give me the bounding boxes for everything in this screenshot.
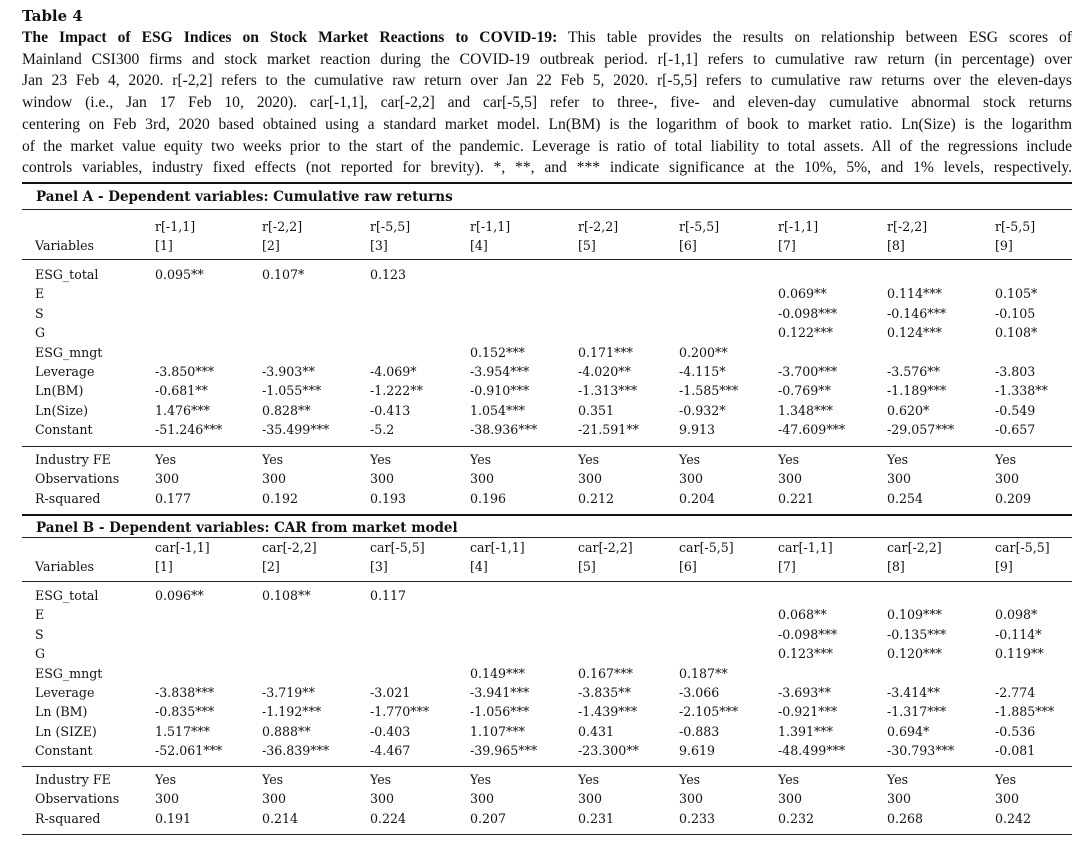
footer-cell: 300 [470,471,495,487]
variables-label: Variables [35,559,95,574]
row-label: Observations [35,791,120,807]
column-number: [6] [679,559,697,574]
coefficient-cell: -0.105 [995,305,1036,321]
footer-cell: Yes [262,452,284,467]
footer-cell: Yes [155,772,177,787]
column-header: r[-1,1] [155,219,196,234]
coefficient-cell: 0.152*** [470,344,525,360]
coefficient-cell: 0.117 [370,588,407,603]
footer-cell: 0.221 [778,490,815,506]
coefficient-cell: -0.146*** [887,305,947,321]
coefficient-cell: 0.119** [995,646,1044,662]
coefficient-cell: -0.114* [995,626,1042,642]
coefficient-cell: -29.057*** [887,422,955,438]
coefficient-cell: 0.107* [262,267,305,282]
caption-line: Mainland CSI300 firms and stock market reaction during the COVID-19 outbreak period. r[-1,1] refers to cumulative raw return (in percentage) over [22,50,1072,68]
coefficient-cell: -0.932* [679,402,726,418]
panel-bottom-rule [22,834,1072,835]
coefficient-cell: -0.098*** [778,305,838,321]
coefficient-cell: -3.693** [778,685,831,700]
footer-cell: Yes [578,772,600,787]
coefficient-cell: -0.135*** [887,626,947,642]
column-number: [4] [470,559,488,574]
table-caption [22,27,1072,179]
caption-line: window (i.e., Jan 17 Feb 10, 2020). car[-1,1], car[-2,2] and car[-5,5] refer to three-, five- and eleven-day cumulative abnormal stock returns [22,94,1072,112]
footer-cell: 300 [262,471,287,487]
column-header: r[-5,5] [679,219,720,234]
coefficient-cell: 0.068** [778,607,827,623]
coefficient-cell: -0.681** [155,383,208,399]
coefficient-cell: 1.348*** [778,402,833,418]
column-number: [5] [578,559,596,574]
coefficient-cell: -2.774 [995,685,1036,700]
column-header: r[-5,5] [995,219,1036,234]
footer-cell: Yes [370,772,392,787]
row-label: G [35,646,46,662]
caption-line [22,27,1072,49]
column-header: r[-2,2] [578,219,619,234]
footer-rule [22,446,1072,447]
coefficient-cell: -1.189*** [887,383,947,399]
column-header: car[-2,2] [262,540,317,555]
coefficient-cell: -1.317*** [887,704,947,720]
footer-cell: Yes [995,772,1017,787]
coefficient-cell: -1.585*** [679,383,739,399]
coefficient-cell: -0.769** [778,383,831,399]
footer-cell: 0.233 [679,810,716,826]
footer-cell: Yes [578,452,600,467]
coefficient-cell: 0.888** [262,723,311,739]
column-header: r[-1,1] [470,219,511,234]
coefficient-cell: -3.576** [887,364,940,379]
coefficient-cell: -1.885*** [995,704,1055,720]
coefficient-cell: -1.770*** [370,704,430,720]
footer-cell: 0.207 [470,810,507,826]
coefficient-cell: 0.108** [262,588,311,603]
row-label: Industry FE [35,452,111,467]
footer-cell: Yes [778,452,800,467]
coefficient-cell: -0.081 [995,743,1036,759]
footer-cell: Yes [370,452,392,467]
row-label: Ln(BM) [35,383,84,399]
coefficient-cell: -35.499*** [262,422,330,438]
row-label: ESG_mngt [35,665,103,681]
column-number: [9] [995,559,1013,574]
column-header: r[-2,2] [262,219,303,234]
coefficient-cell: 1.391*** [778,723,833,739]
footer-cell: 300 [578,791,603,807]
coefficient-cell: -0.657 [995,422,1036,438]
coefficient-cell: 0.108* [995,325,1038,341]
column-number: [9] [995,238,1013,253]
footer-cell: 300 [470,791,495,807]
footer-cell: 0.193 [370,490,407,506]
panel-title-rule [22,537,1072,538]
panel-title: Panel A - Dependent variables: Cumulative raw returns [36,189,453,205]
coefficient-cell: 0.095** [155,267,204,282]
coefficient-cell: -1.313*** [578,383,638,399]
footer-cell: 0.192 [262,490,299,506]
footer-cell: Yes [887,452,909,467]
coefficient-cell: -0.910*** [470,383,530,399]
coefficient-cell: -52.061*** [155,743,223,759]
header-rule [22,581,1072,582]
coefficient-cell: -1.056*** [470,704,530,720]
footer-cell: Yes [155,452,177,467]
coefficient-cell: -0.835*** [155,704,215,720]
footer-rule [22,766,1072,767]
column-number: [6] [679,238,697,253]
coefficient-cell: -3.803 [995,364,1036,379]
footer-cell: Yes [995,452,1017,467]
coefficient-cell: -5.2 [370,422,395,438]
column-header: car[-5,5] [995,540,1050,555]
column-header: car[-1,1] [778,540,833,555]
column-header: car[-1,1] [470,540,525,555]
coefficient-cell: 1.476*** [155,402,210,418]
row-label: R-squared [35,490,101,506]
row-label: Ln (SIZE) [35,723,97,739]
coefficient-cell: 0.351 [578,402,615,418]
row-label: Observations [35,471,120,487]
footer-cell: 0.242 [995,810,1032,826]
coefficient-cell: 0.200** [679,344,728,360]
coefficient-cell: 0.109*** [887,607,942,623]
coefficient-cell: 0.096** [155,588,204,603]
column-number: [1] [155,559,173,574]
footer-cell: 0.214 [262,810,299,826]
coefficient-cell: -1.055*** [262,383,322,399]
coefficient-cell: 0.123*** [778,646,833,662]
column-header: car[-5,5] [679,540,734,555]
coefficient-cell: -0.921*** [778,704,838,720]
coefficient-cell: -51.246*** [155,422,223,438]
row-label: Constant [35,422,93,438]
coefficient-cell: -0.098*** [778,626,838,642]
coefficient-cell: 0.620* [887,402,930,418]
coefficient-cell: 0.124*** [887,325,942,341]
coefficient-cell: 0.167*** [578,665,633,681]
row-label: ESG_total [35,267,99,282]
coefficient-cell: 0.123 [370,267,407,282]
footer-cell: Yes [262,772,284,787]
footer-cell: 300 [679,791,704,807]
coefficient-cell: 0.828** [262,402,311,418]
row-label: Industry FE [35,772,111,787]
coefficient-cell: 1.107*** [470,723,525,739]
panel-top-rule [22,514,1072,516]
coefficient-cell: -39.965*** [470,743,538,759]
coefficient-cell: -3.835** [578,685,631,700]
coefficient-cell: -36.839*** [262,743,330,759]
caption-line: of the market value equity two weeks prior to the start of the pandemic. Leverage is ratio of total liability to total assets. All of the regressions include [22,137,1072,155]
panel-title: Panel B - Dependent variables: CAR from market model [36,520,458,536]
row-label: S [35,305,44,321]
footer-cell: Yes [887,772,909,787]
coefficient-cell: 1.517*** [155,723,210,739]
coefficient-cell: -0.413 [370,402,411,418]
table-label: Table 4 [22,7,83,25]
coefficient-cell: -3.954*** [470,364,530,379]
coefficient-cell: -3.838*** [155,685,215,700]
column-header: car[-2,2] [578,540,633,555]
column-number: [1] [155,238,173,253]
footer-cell: Yes [679,452,701,467]
footer-cell: 300 [370,791,395,807]
coefficient-cell: -4.467 [370,743,411,759]
footer-cell: 0.231 [578,810,615,826]
footer-cell: 0.232 [778,810,815,826]
footer-cell: 300 [995,791,1020,807]
coefficient-cell: 0.122*** [778,325,833,341]
coefficient-cell: -3.414** [887,685,940,700]
coefficient-cell: -4.115* [679,364,726,379]
coefficient-cell: -2.105*** [679,704,739,720]
column-number: [3] [370,559,388,574]
row-label: Ln(Size) [35,402,89,418]
footer-cell: Yes [778,772,800,787]
coefficient-cell: 0.069** [778,286,827,302]
footer-cell: 0.196 [470,490,507,506]
row-label: ESG_mngt [35,344,103,360]
coefficient-cell: -0.883 [679,723,720,739]
coefficient-cell: -1.222** [370,383,423,399]
coefficient-cell: -30.793*** [887,743,955,759]
coefficient-cell: 0.120*** [887,646,942,662]
caption-line: Jan 23 Feb 4, 2020. r[-2,2] refers to the cumulative raw return over Jan 22 Feb 5, 2020. r[-5,5] refers to cumulative raw returns over the eleven-days [22,72,1072,90]
coefficient-cell: 0.171*** [578,344,633,360]
column-number: [2] [262,238,280,253]
footer-cell: 300 [262,791,287,807]
footer-cell: 300 [887,791,912,807]
row-label: E [35,607,45,623]
coefficient-cell: 9.913 [679,422,716,438]
footer-cell: 300 [778,791,803,807]
row-label: E [35,286,45,302]
caption-line: centering on Feb 3rd, 2020 based obtained using a standard market model. Ln(BM) is the logarithm of book to market ratio. Ln(Size) is the logarithm [22,115,1072,133]
row-label: G [35,325,46,341]
column-header: car[-5,5] [370,540,425,555]
row-label: ESG_total [35,588,99,603]
coefficient-cell: 9.619 [679,743,716,759]
row-label: Leverage [35,364,95,379]
footer-cell: 300 [778,471,803,487]
coefficient-cell: -4.020** [578,364,631,379]
coefficient-cell: -48.499*** [778,743,846,759]
column-header: car[-1,1] [155,540,210,555]
coefficient-cell: -21.591** [578,422,639,438]
coefficient-cell: -3.903** [262,364,315,379]
column-number: [5] [578,238,596,253]
column-number: [3] [370,238,388,253]
footer-cell: 0.224 [370,810,407,826]
footer-cell: 300 [370,471,395,487]
footer-cell: 300 [155,791,180,807]
coefficient-cell: -0.536 [995,723,1036,739]
coefficient-cell: -0.549 [995,402,1036,418]
footer-cell: 300 [887,471,912,487]
row-label: S [35,626,44,642]
coefficient-cell: -4.069* [370,364,417,379]
column-header: r[-5,5] [370,219,411,234]
footer-cell: 0.204 [679,490,716,506]
column-number: [2] [262,559,280,574]
row-label: Constant [35,743,93,759]
coefficient-cell: -3.941*** [470,685,530,700]
caption-line: controls variables, industry fixed effects (not reported for brevity). *, **, and *** indicate significance at the 10%, 5%, and 1% levels, respectively. [22,159,1072,177]
caption-text: This table provides the results on relationship between ESG scores of [557,29,1072,46]
coefficient-cell: 0.149*** [470,665,525,681]
coefficient-cell: 0.431 [578,723,615,739]
coefficient-cell: 0.114*** [887,286,942,302]
footer-cell: 300 [679,471,704,487]
footer-cell: 300 [995,471,1020,487]
footer-cell: Yes [470,452,492,467]
panel-top-rule [22,182,1072,184]
column-number: [8] [887,559,905,574]
panel-title-rule [22,209,1072,210]
footer-cell: 0.209 [995,490,1032,506]
footer-cell: 0.212 [578,490,615,506]
row-label: Leverage [35,685,95,700]
column-number: [8] [887,238,905,253]
coefficient-cell: -3.021 [370,685,411,700]
coefficient-cell: 0.187** [679,665,728,681]
row-label: Ln (BM) [35,704,88,720]
coefficient-cell: -1.439*** [578,704,638,720]
header-rule [22,259,1072,260]
coefficient-cell: -3.700*** [778,364,838,379]
caption-title: The Impact of ESG Indices on Stock Market Reactions to COVID-19: [22,29,558,46]
coefficient-cell: 0.098* [995,607,1038,623]
footer-cell: 300 [155,471,180,487]
coefficient-cell: -1.338** [995,383,1048,399]
coefficient-cell: -23.300** [578,743,639,759]
coefficient-cell: -3.719** [262,685,315,700]
footer-cell: Yes [679,772,701,787]
coefficient-cell: -3.850*** [155,364,215,379]
footer-cell: 300 [578,471,603,487]
footer-cell: 0.177 [155,490,192,506]
column-number: [7] [778,559,796,574]
footer-cell: 0.191 [155,810,192,826]
footer-cell: 0.254 [887,490,924,506]
column-header: car[-2,2] [887,540,942,555]
variables-label: Variables [35,238,95,253]
coefficient-cell: -3.066 [679,685,720,700]
coefficient-cell: 1.054*** [470,402,525,418]
coefficient-cell: -1.192*** [262,704,322,720]
coefficient-cell: 0.105* [995,286,1038,302]
coefficient-cell: -38.936*** [470,422,538,438]
coefficient-cell: -0.403 [370,723,411,739]
coefficient-cell: -47.609*** [778,422,846,438]
coefficient-cell: 0.694* [887,723,930,739]
column-header: r[-1,1] [778,219,819,234]
footer-cell: 0.268 [887,810,924,826]
row-label: R-squared [35,810,101,826]
column-number: [7] [778,238,796,253]
column-number: [4] [470,238,488,253]
column-header: r[-2,2] [887,219,928,234]
footer-cell: Yes [470,772,492,787]
